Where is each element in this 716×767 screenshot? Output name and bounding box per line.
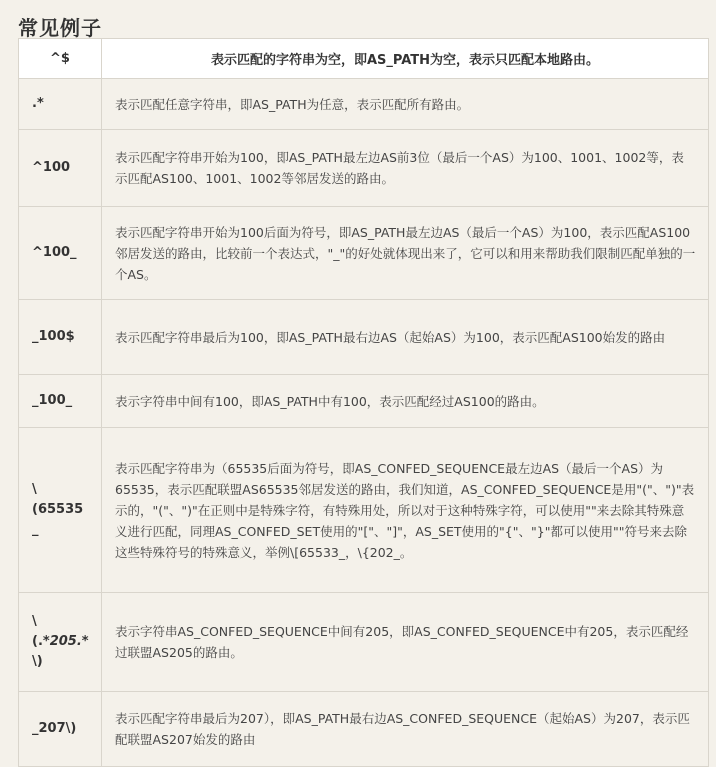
pattern-line: _	[32, 522, 39, 537]
row-description: 表示字符串中间有100，即AS_PATH中有100，表示匹配经过AS100的路由。	[102, 375, 709, 428]
row-description: 表示匹配字符串开始为100后面为符号，即AS_PATH最左边AS（最后一个AS）为100，表示匹配AS100邻居发送的路由，比较前一个表达式，"_"的好处就体现出来了，它可以和用来帮助我们限制匹配单独的一个AS。	[102, 207, 709, 300]
row-pattern: _207\)	[19, 692, 102, 767]
pattern-line: \)	[32, 654, 43, 669]
row-pattern: .*	[19, 79, 102, 130]
row-pattern	[19, 428, 102, 593]
row-pattern: ^100	[19, 130, 102, 207]
row-description: 表示匹配字符串为（65535后面为符号，即AS_CONFED_SEQUENCE最左边AS（最后一个AS）为65535，表示匹配联盟AS65535邻居发送的路由，我们知道，AS_CONFED_SEQUENCE是用"("、")"表示的，"("、")"在正则中是特殊字符，有特殊用处，所以对于这种特殊字符，可以使用""来去除其特殊意义进行匹配，同理AS_CONFED_SET使用的"["、"]"，AS_SET使用的"{"、"}"都可以使用""符号来去除这些特殊符号的特殊意义，举例\[65533_，\{202_。	[102, 428, 709, 593]
row-pattern: _100$	[19, 300, 102, 375]
as-path-regex-table	[18, 38, 709, 767]
table-row	[19, 692, 709, 767]
pattern-fragment: (.	[32, 634, 43, 649]
row-pattern: ^100_	[19, 207, 102, 300]
table-row	[19, 130, 709, 207]
row-description: 表示字符串AS_CONFED_SEQUENCE中间有205，即AS_CONFED_SEQUENCE中有205，表示匹配经过联盟AS205的路由。	[102, 593, 709, 692]
table-row	[19, 300, 709, 375]
pattern-line	[32, 632, 95, 652]
header-description: 表示匹配的字符串为空，即AS_PATH为空，表示只匹配本地路由。	[102, 39, 709, 79]
table-row	[19, 375, 709, 428]
table-row	[19, 428, 709, 593]
pattern-fragment-italic: *205.*	[42, 634, 89, 649]
row-description: 表示匹配任意字符串，即AS_PATH为任意，表示匹配所有路由。	[102, 79, 709, 130]
table-header-row	[19, 39, 709, 79]
table-row	[19, 207, 709, 300]
row-description: 表示匹配字符串最后为100，即AS_PATH最右边AS（起始AS）为100，表示匹配AS100始发的路由	[102, 300, 709, 375]
pattern-line: (65535	[32, 502, 84, 517]
table-row	[19, 79, 709, 130]
pattern-line: \	[32, 614, 37, 629]
header-pattern: ^$	[19, 39, 102, 79]
pattern-line: \	[32, 482, 37, 497]
table-row	[19, 593, 709, 692]
page-title: 常见例子	[18, 16, 102, 40]
row-pattern: _100_	[19, 375, 102, 428]
row-description: 表示匹配字符串开始为100，即AS_PATH最左边AS前3位（最后一个AS）为100、1001、1002等，表示匹配AS100、1001、1002等邻居发送的路由。	[102, 130, 709, 207]
row-pattern	[19, 593, 102, 692]
row-description: 表示匹配字符串最后为207），即AS_PATH最右边AS_CONFED_SEQUENCE（起始AS）为207，表示匹配联盟AS207始发的路由	[102, 692, 709, 767]
